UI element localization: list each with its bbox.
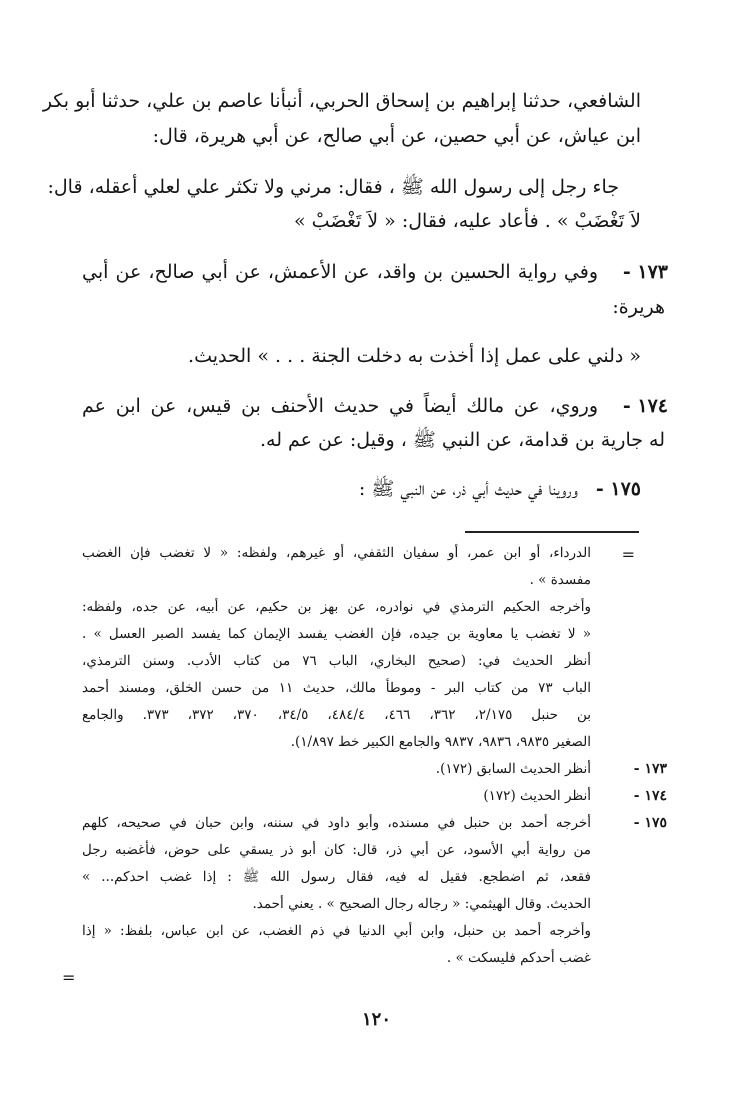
- footnote-line: الباب ٧٣ من كتاب البر - وموطأ مالك، حديث ١١ من حسن الخلق، ومسند أحمد: [82, 680, 591, 696]
- footnote-line: أخرجه أحمد بن حنبل في مسنده، وأبو داود في سننه، وابن حبان في صحيحه، كلهم: [82, 815, 591, 831]
- footnote-line: « لا تغضب يا معاوية بن جيده، فإن الغضب يفسد الإيمان كما يفسد الصبر العسل » .: [82, 626, 591, 642]
- continuation-mark-end: =: [62, 968, 76, 987]
- continuation-mark: =: [621, 545, 635, 564]
- footnote-line: فقعد، ثم اضطجع. فقيل له فيه، فقال رسول الله ﷺ : إذا غضب احدكم... »: [82, 869, 591, 885]
- footnote-line: أنظر الحديث في: (صحيح البخاري، الباب ٧٦ من كتاب الأدب. وسنن الترمذي،: [82, 653, 591, 669]
- footnote-number-175: ١٧٥ -: [633, 815, 667, 831]
- page-number: ١٢٠: [361, 1009, 391, 1030]
- main-text-line: له جارية بن قدامة، عن النبي ﷺ ، وقيل: عن عم له.: [259, 429, 665, 451]
- footnote-number-173: ١٧٣ -: [633, 761, 667, 777]
- main-text-line: ابن عياش، عن أبي حصين، عن أبي صالح، عن أبي هريرة، قال:: [152, 125, 641, 147]
- footnote-line: الصغير ٩٨٣٥، ٩٨٣٦، ٩٨٣٧ والجامع الكبير خط ١/٨٩٧).: [290, 734, 591, 750]
- footnote-line: وأخرجه أحمد بن حنبل، وابن أبي الدنيا في ذم الغضب، عن ابن عباس، بلفظ: « إذا: [82, 923, 591, 939]
- main-text-line: « دلني على عمل إذا أخذت به دخلت الجنة . . . » الحديث.: [188, 345, 641, 367]
- main-text-line: جاء رجل إلى رسول الله ﷺ ، فقال: مرني ولا تكثر علي لعلي أعقله، قال:: [47, 176, 619, 198]
- main-text-line: الشافعي، حدثنا إبراهيم بن إسحاق الحربي، أنبأنا عاصم بن علي، حدثنا أبو بكر: [42, 90, 641, 112]
- main-text-line: وروي، عن مالك أيضاً في حديث الأحنف بن قيس، عن ابن عم: [82, 395, 598, 417]
- main-text-line: لاَ تَغْضَبْ » . فأعاد عليه، فقال: « لاَ تَغْضَبْ »: [294, 210, 641, 232]
- main-text-line: وروينا في حديث أبي ذر، عن النبي ﷺ :: [358, 478, 578, 500]
- footnote-line: غضب أحدكم فليسكت » .: [446, 950, 591, 966]
- hadith-number-173: ١٧٣ -: [622, 261, 668, 283]
- footnote-line: أنظر الحديث السابق (١٧٢).: [435, 761, 591, 777]
- main-text-line: هريرة:: [612, 296, 665, 318]
- footnote-line: أنظر الحديث (١٧٢): [483, 788, 591, 804]
- main-text-line: وفي رواية الحسين بن واقد، عن الأعمش، عن أبي صالح، عن أبي: [82, 261, 598, 283]
- footnote-number-174: ١٧٤ -: [633, 788, 667, 804]
- hadith-number-175: ١٧٥ -: [595, 478, 641, 500]
- footnote-line: من رواية أبي الأسود، عن أبي ذر، قال: كان أبو ذر يسقي على حوض، فأغضبه رجل: [82, 842, 591, 858]
- footnote-line: بن حنبل ٢/١٧٥، ٣٦٢، ٤٦٦، ٤٨٤/٤، ٣٤/٥، ٣٧٠، ٣٧٢، ٣٧٣. والجامع: [82, 707, 591, 723]
- footnote-line: مفسدة » .: [529, 572, 591, 588]
- footnote-line: الحديث. وقال الهيثمي: « رجاله رجال الصحيح » . يعني أحمد.: [252, 896, 591, 912]
- footnote-line: وأخرجه الحكيم الترمذي في نوادره، عن بهز بن حكيم، عن أبيه، عن جده، ولفظه:: [82, 599, 591, 615]
- footnote-line: الدرداء، أو ابن عمر، أو سفيان الثقفي، أو غيرهم، ولفظه: « لا تغضب فإن الغضب: [82, 545, 591, 561]
- footnote-separator: [465, 531, 639, 533]
- hadith-number-174: ١٧٤ -: [622, 395, 668, 417]
